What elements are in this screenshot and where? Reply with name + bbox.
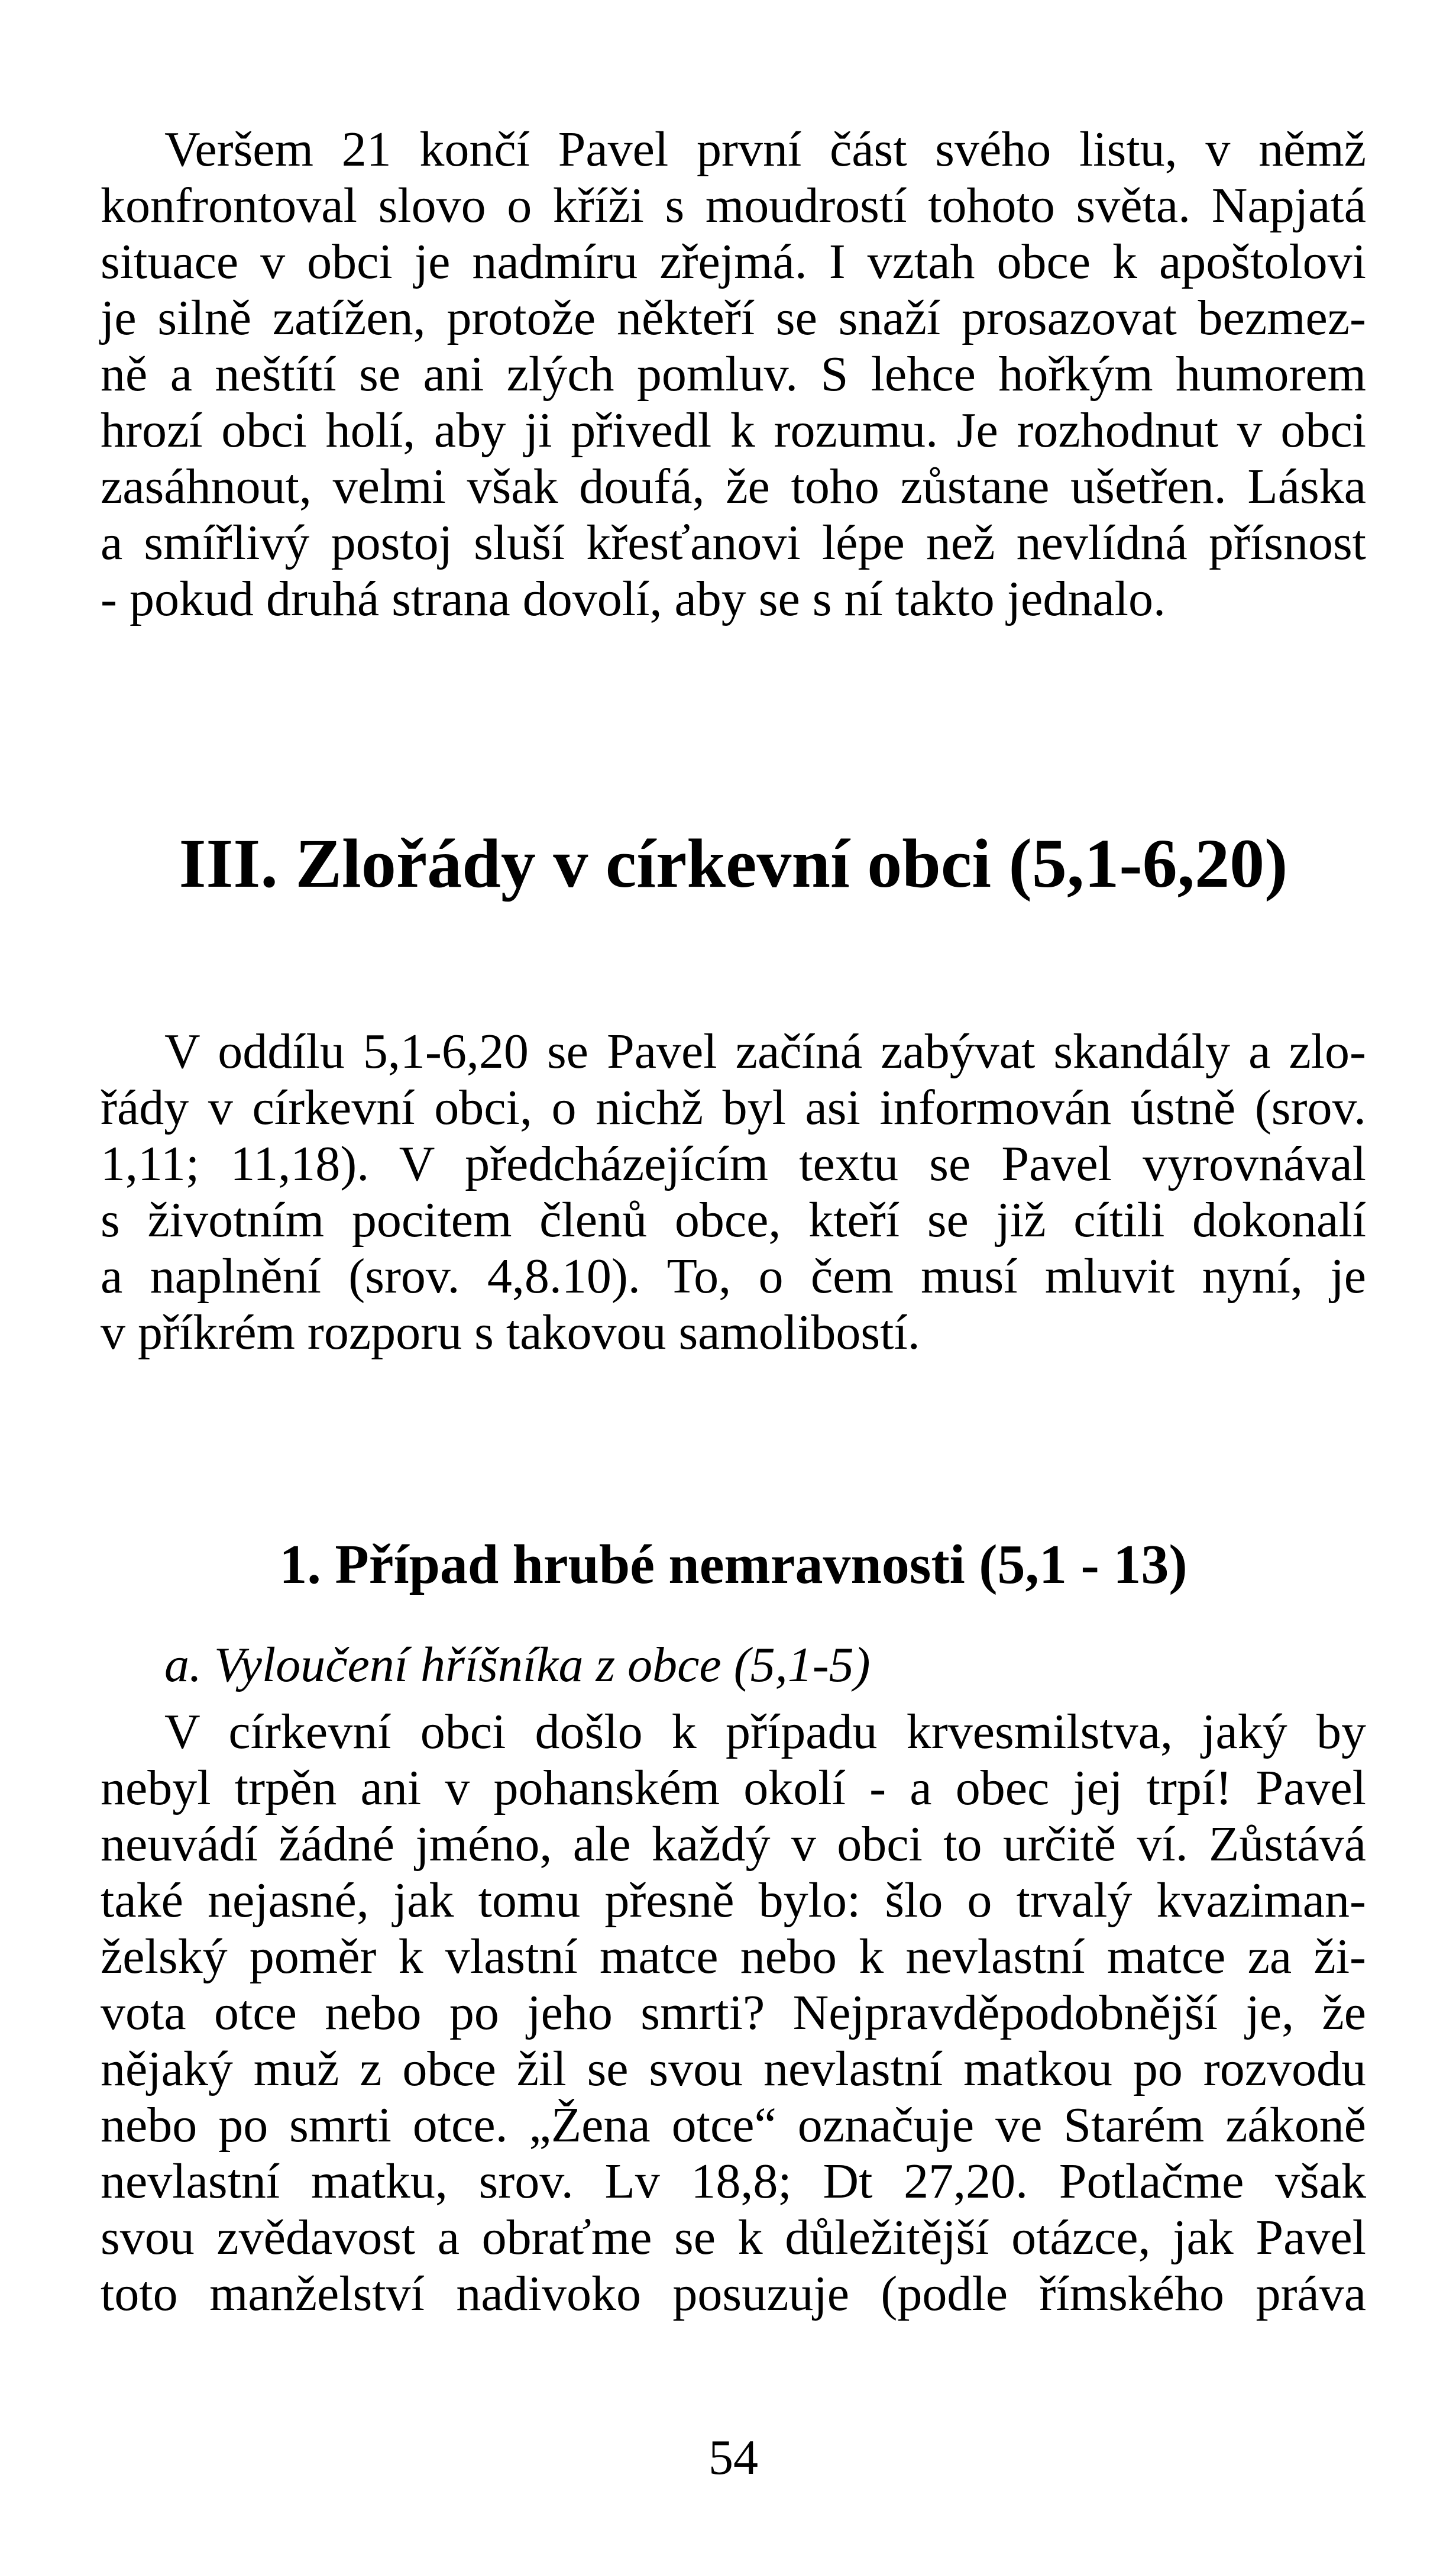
text-line: nebyl trpěn ani v pohanském okolí - a obec jej trpí! Pavel	[101, 1760, 1366, 1815]
text-line: V církevní obci došlo k případu krvesmilstva, jaký by	[164, 1704, 1366, 1759]
text-line: a naplnění (srov. 4,8.10). To, o čem musí mluvit nyní, je	[101, 1249, 1366, 1304]
text-line: Veršem 21 končí Pavel první část svého listu, v němž	[164, 122, 1366, 177]
text-line: v příkrém rozporu s takovou samolibostí.	[101, 1305, 920, 1360]
text-line: situace v obci je nadmíru zřejmá. I vztah obce k apoštolovi	[101, 234, 1366, 289]
text-line: řády v církevní obci, o nichž byl asi informován ústně (srov.	[101, 1080, 1366, 1135]
text-line: - pokud druhá strana dovolí, aby se s ní takto jednalo.	[101, 571, 1166, 626]
text-line: V oddílu 5,1-6,20 se Pavel začíná zabývat skandály a zlo-	[164, 1024, 1366, 1079]
text-line: zasáhnout, velmi však doufá, že toho zůstane ušetřen. Láska	[101, 459, 1366, 514]
text-line: konfrontoval slovo o kříži s moudrostí tohoto světa. Napjatá	[101, 178, 1366, 233]
text-line: vota otce nebo po jeho smrti? Nejpravděpodobnější je, že	[101, 1985, 1366, 2040]
text-line: želský poměr k vlastní matce nebo k nevlastní matce za ži-	[101, 1929, 1366, 1984]
paragraph-2	[101, 1023, 1366, 1361]
text-line: svou zvědavost a obraťme se k důležitější otázce, jak Pavel	[101, 2210, 1366, 2265]
text-line: hrozí obci holí, aby ji přivedl k rozumu. Je rozhodnut v obci	[101, 403, 1366, 458]
text-line: a smířlivý postoj sluší křesťanovi lépe než nevlídná přísnost	[101, 515, 1366, 570]
text-line: neuvádí žádné jméno, ale každý v obci to určitě ví. Zůstává	[101, 1817, 1366, 1872]
page-number: 54	[708, 2430, 758, 2485]
text-line: ně a neštítí se ani zlých pomluv. S lehce hořkým humorem	[101, 347, 1366, 402]
text-line: 1,11; 11,18). V předcházejícím textu se Pavel vyrovnával	[101, 1136, 1366, 1191]
paragraph-3	[101, 1704, 1366, 2322]
subsection-heading: a. Vyloučení hříšníka z obce (5,1-5)	[164, 1637, 871, 1692]
text-line: nějaký muž z obce žil se svou nevlastní matkou po rozvodu	[101, 2041, 1366, 2096]
text-line: s životním pocitem členů obce, kteří se již cítili dokonalí	[101, 1193, 1366, 1248]
text-line: také nejasné, jak tomu přesně bylo: šlo o trvalý kvaziman-	[101, 1873, 1366, 1928]
section-heading: 1. Případ hrubé nemravnosti (5,1 - 13)	[279, 1534, 1188, 1595]
text-line: nebo po smrti otce. „Žena otce“ označuje ve Starém zákoně	[101, 2098, 1366, 2153]
text-line: toto manželství nadivoko posuzuje (podle římského práva	[101, 2266, 1366, 2321]
chapter-heading: III. Zlořády v církevní obci (5,1-6,20)	[179, 825, 1288, 902]
text-line: je silně zatížen, protože někteří se snaží prosazovat bezmez-	[101, 290, 1366, 345]
paragraph-1	[101, 121, 1366, 627]
text-line: nevlastní matku, srov. Lv 18,8; Dt 27,20. Potlačme však	[101, 2154, 1366, 2209]
